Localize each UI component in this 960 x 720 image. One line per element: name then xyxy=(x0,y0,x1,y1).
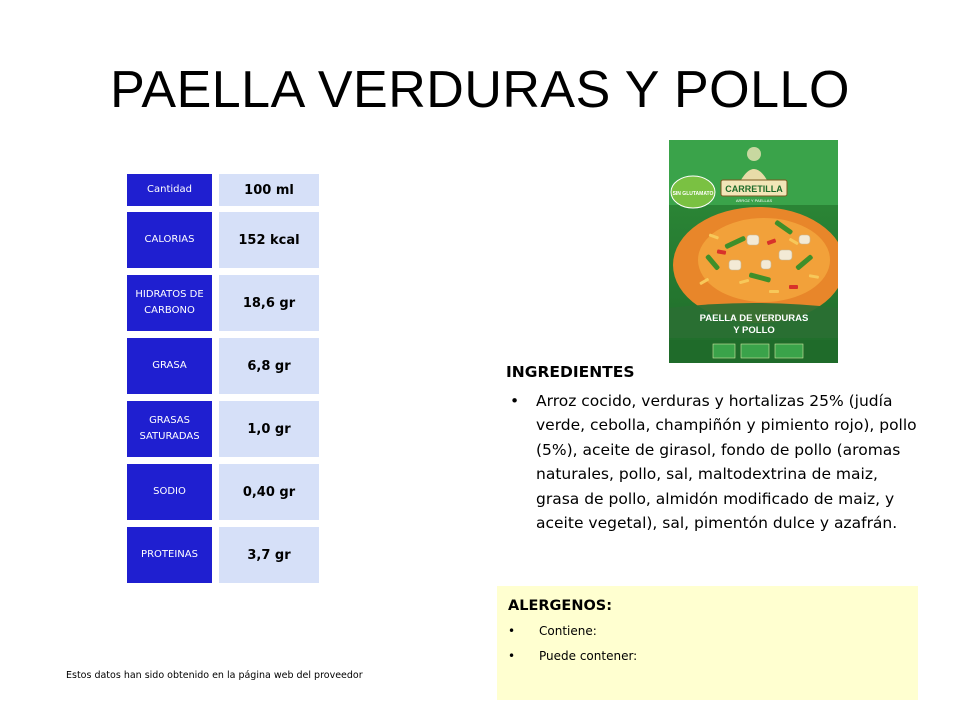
nutrition-label: CALORIAS xyxy=(127,212,212,268)
nutrition-value: 6,8 gr xyxy=(219,338,319,394)
nutrition-label: PROTEINAS xyxy=(127,527,212,583)
nutrition-value: 3,7 gr xyxy=(219,527,319,583)
nutrition-row-calorias xyxy=(127,212,319,268)
product-name-line1: PAELLA DE VERDURAS xyxy=(699,313,809,324)
product-badge: SIN GLUTAMATO xyxy=(672,191,714,197)
alergenos-box xyxy=(497,586,918,700)
nutrition-label: GRASA xyxy=(127,338,212,394)
nutrition-value: 18,6 gr xyxy=(219,275,319,331)
nutrition-row-cantidad xyxy=(127,174,319,206)
alergenos-item-contiene: • Contiene: xyxy=(508,624,597,638)
nutrition-value: 152 kcal xyxy=(219,212,319,268)
product-name-line2: Y POLLO xyxy=(733,325,775,336)
nutrition-label: SODIO xyxy=(127,464,212,520)
ingredients-text: • Arroz cocido, verduras y hortalizas 25% (judía verde, cebolla, champiñón y pimiento rojo), pollo (5%), aceite de girasol, fondo de pollo (aromas naturales, pollo, sal, maltodextrina de maiz, grasa de pollo, almidón modificado de maiz, y aceite vegetal), sal, pimentón dulce y azafrán. xyxy=(506,389,926,536)
nutrition-row-sodio xyxy=(127,464,319,520)
alergenos-heading: ALERGENOS: xyxy=(508,598,613,614)
product-brand: CARRETILLA xyxy=(725,184,783,194)
nutrition-row-proteinas xyxy=(127,527,319,583)
ingredients-heading: INGREDIENTES xyxy=(506,363,635,381)
nutrition-row-grasa xyxy=(127,338,319,394)
nutrition-label: GRASAS SATURADAS xyxy=(127,401,212,457)
ingredients-section xyxy=(506,360,926,536)
nutrition-value: 0,40 gr xyxy=(219,464,319,520)
alergenos-item-puede-contener: • Puede contener: xyxy=(508,649,637,663)
product-subtitle: ARROZ Y PAELLAS xyxy=(735,198,773,203)
nutrition-row-grasas-saturadas xyxy=(127,401,319,457)
nutrition-row-hidratos xyxy=(127,275,319,331)
nutrition-label: HIDRATOS DE CARBONO xyxy=(127,275,212,331)
nutrition-label: Cantidad xyxy=(127,174,212,206)
nutrition-value: 1,0 gr xyxy=(219,401,319,457)
page-title: PAELLA VERDURAS Y POLLO xyxy=(110,61,850,119)
source-note: Estos datos han sido obtenido en la página web del proveedor xyxy=(66,670,363,681)
product-image xyxy=(669,140,838,363)
nutrition-value: 100 ml xyxy=(219,174,319,206)
